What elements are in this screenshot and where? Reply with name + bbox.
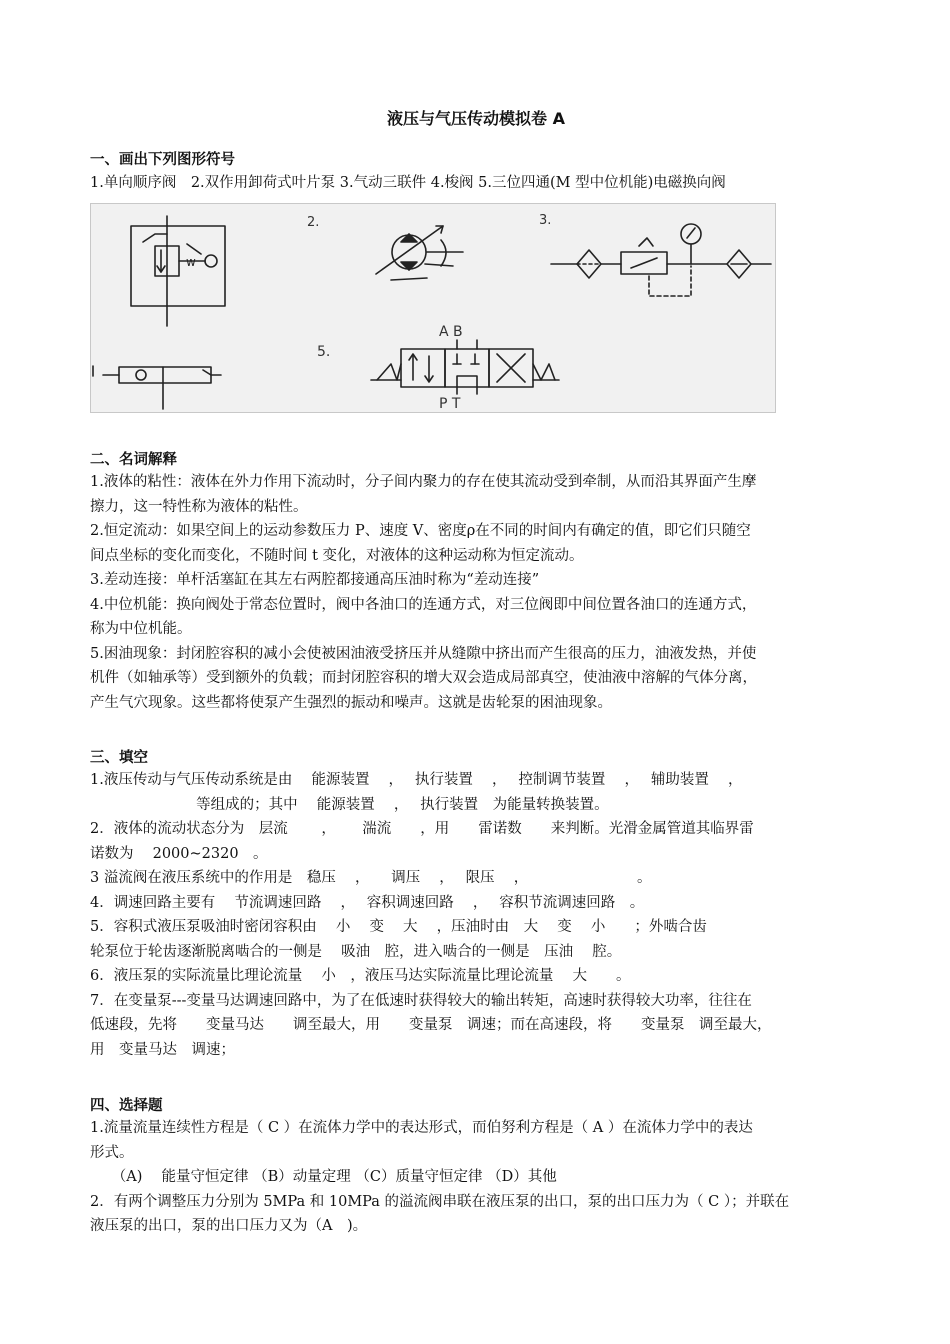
definition-center-function-line-1: 4.中位机能：换向阀处于常态位置时，阀中各油口的连通方式，对三位阀即中间位置各油口的连通方式， [90, 596, 757, 613]
choice-question-1-line-1: 1.流量流量连续性方程是（ C ）在流体力学中的表达形式，而伯努利方程是（ A ）在流体力学中的表达 [90, 1120, 753, 1136]
definition-trapped-oil-line-2: 机件（如轴承等）受到额外的负载；而封闭腔容积的增大双会造成局部真空，使油液中溶解的气体分离， [90, 670, 757, 686]
document-title: 液压与气压传动模拟卷 A [387, 109, 565, 128]
vane-pump-symbol [376, 226, 463, 280]
fill-blank-line-11: 低速段，先将 变量马达 调至最大，用 变量泵 调速；而在高速段，将 变量泵 调至最大， [90, 1017, 772, 1033]
sketch-label-2: 2. [307, 215, 320, 230]
definition-trapped-oil-line-3: 产生气穴现象。这些都将使泵产生强烈的振动和噪声。这就是齿轮泵的困油现象。 [90, 694, 612, 711]
definition-steady-flow-line-1: 2.恒定流动：如果空间上的运动参数压力 P、速度 V、密度ρ在不同的时间内有确定的值，即它们只随空 [90, 523, 751, 539]
fill-blank-line-3: 2．液体的流动状态分为 层流 ， 湍流 ，用 雷诺数 来判断。光滑金属管道其临界雷 [90, 821, 754, 837]
fill-blank-line-12: 用 变量马达 调速； [90, 1041, 235, 1058]
section-4-heading: 四、选择题 [90, 1098, 163, 1114]
fill-blank-line-5: 3 溢流阀在液压系统中的作用是 稳压 ， 调压 ， 限压 ， 。 [90, 870, 652, 886]
choice-question-1-options: （A) 能量守恒定律 （B）动量定理 （C）质量守恒定律 （D）其他 [90, 1169, 557, 1185]
ports-label-ab: A B [439, 324, 463, 340]
shuttle-valve-symbol [93, 366, 221, 409]
directional-valve-symbol [371, 340, 559, 394]
section-1-heading: 一、画出下列图形符号 [90, 152, 235, 168]
definition-viscosity-line-1: 1.液体的粘性：液体在外力作用下流动时，分子间内聚力的存在使其流动受到牵制，从而沿其界面产生摩 [90, 474, 757, 490]
fill-blank-line-6: 4．调速回路主要有 节流调速回路 ， 容积调速回路 ， 容积节流调速回路 。 [90, 894, 645, 911]
section-3-heading: 三、填空 [90, 750, 148, 766]
fill-blank-line-8: 轮泵位于轮齿逐渐脱离啮合的一侧是 吸油 腔，进入啮合的一侧是 压油 腔。 [90, 943, 622, 960]
fill-blank-line-2: 等组成的；其中 能源装置 ， 执行装置 为能量转换装置。 [90, 796, 609, 813]
fill-blank-line-4: 诺数为 2000~2320 。 [90, 845, 268, 862]
definition-center-function-line-2: 称为中位机能。 [90, 621, 192, 637]
choice-question-2-line-1: 2．有两个调整压力分别为 5MPa 和 10MPa 的溢流阀串联在液压泵的出口，泵的出口压力为（ C ）；并联在 [90, 1193, 790, 1210]
section-1-items: 1.单向顺序阀 2.双作用卸荷式叶片泵 3.气动三联件 4.梭阀 5.三位四通(M 型中位机能)电磁换向阀 [90, 175, 726, 191]
sketch-label-5: 5. [317, 344, 331, 360]
section-2-heading: 二、名词解释 [90, 452, 177, 468]
definition-viscosity-line-2: 擦力，这一特性称为液体的粘性。 [90, 498, 308, 515]
fill-blank-line-10: 7．在变量泵---变量马达调速回路中，为了在低速时获得较大的输出转矩，高速时获得较大功率，往往在 [90, 992, 752, 1009]
choice-question-1-line-2: 形式。 [90, 1144, 134, 1161]
choice-question-2-line-2: 液压泵的出口，泵的出口压力又为（A )。 [90, 1218, 368, 1234]
fill-blank-line-1: 1.液压传动与气压传动系统是由 能源装置 ， 执行装置 ， 控制调节装置 ， 辅助装置 ， [90, 772, 743, 788]
air-service-unit-symbol [551, 224, 771, 296]
hand-drawn-symbols-figure [90, 203, 776, 413]
fill-blank-line-9: 6．液压泵的实际流量比理论流量 小 ，液压马达实际流量比理论流量 大 。 [90, 968, 631, 984]
ports-label-pt: P T [439, 396, 461, 412]
definition-steady-flow-line-2: 间点坐标的变化而变化，不随时间 t 变化，对液体的这种运动称为恒定流动。 [90, 547, 584, 564]
fill-blank-line-7: 5．容积式液压泵吸油时密闭容积由 小 变 大 ，压油时由 大 变 小 ；外啮合齿 [90, 919, 707, 935]
sketch-label-3: 3. [539, 213, 552, 228]
sequence-valve-symbol [131, 216, 225, 326]
spring-label: w [186, 255, 196, 269]
definition-differential-connection: 3.差动连接：单杆活塞缸在其左右两腔都接通高压油时称为“差动连接” [90, 572, 540, 588]
definition-trapped-oil-line-1: 5.困油现象：封闭腔容积的减小会使被困油液受挤压并从缝隙中挤出而产生很高的压力，油液发热，并使 [90, 645, 757, 662]
symbols-sketch [91, 204, 775, 412]
